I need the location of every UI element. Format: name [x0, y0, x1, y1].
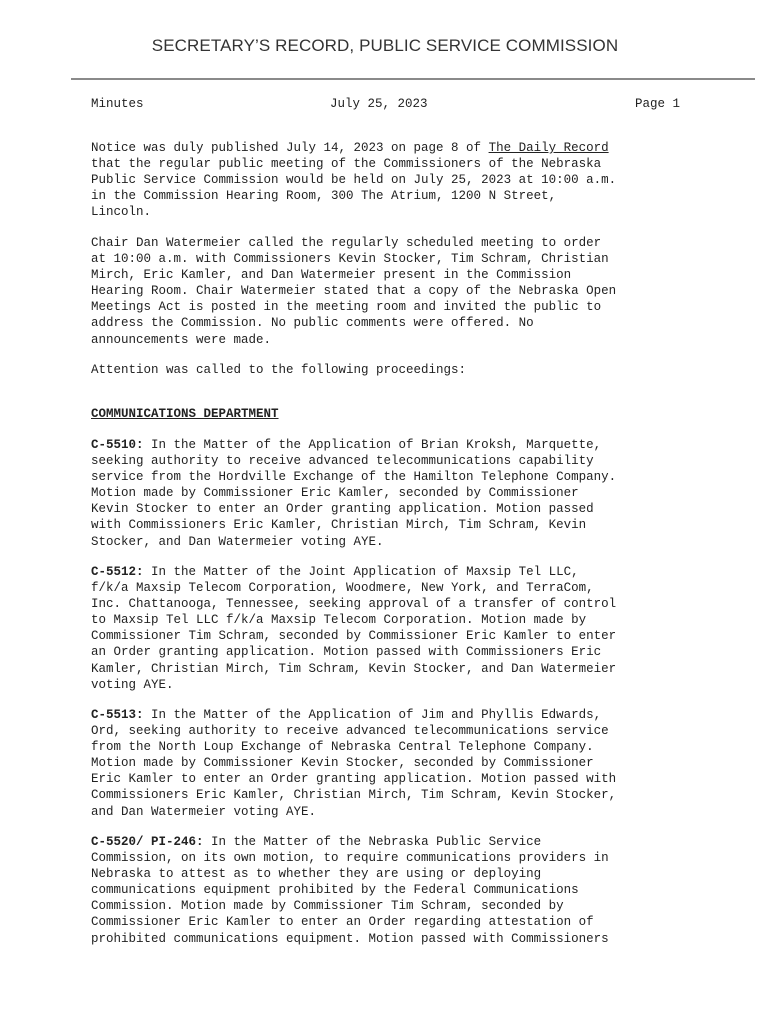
notice-paragraph [91, 140, 691, 220]
attention-paragraph: Attention was called to the following proceedings: [91, 363, 467, 377]
proceeding-text: In the Matter of the Application of Brian Kroksh, Marquette, seeking authority to receive advanced telecommunications capability service from the Hordville Exchange of the Hamilton Telephone Company. Motion made by Commissioner Eric Kamler, seconded by Commissioner Kevin Stocker to enter an Order granting application. Motion passed with Commissioners Eric Kamler, Christian Mirch, Tim Schram, Kevin Stocker, and Dan Watermeier voting AYE. [91, 438, 617, 549]
proceeding-item-c5510 [91, 437, 691, 550]
docket-id: C-5512: [91, 565, 144, 579]
proceeding-item-c5512 [91, 564, 691, 693]
document-header-title: SECRETARY’S RECORD, PUBLIC SERVICE COMMISSION [151, 36, 619, 55]
notice-text-rest: that the regular public meeting of the Commissioners of the Nebraska Public Service Commission would be held on July 25, 2023 at 10:00 a.m. in the Commission Hearing Room, 300 The Atrium, 1200 N Street, Lincoln. [91, 157, 617, 220]
notice-text-start: Notice was duly published July 14, 2023 on page 8 of [91, 141, 489, 155]
meta-page-number: Page 1 [634, 97, 680, 111]
proceeding-text: In the Matter of the Joint Application of Maxsip Tel LLC, f/k/a Maxsip Telecom Corporation, Woodmere, New York, and TerraCom, Inc. Chattanooga, Tennessee, seeking approval of a transfer of control to Maxsip Tel LLC f/k/a Maxsip Telecom Corporation. Motion made by Commissioner Tim Schram, seconded by Commissioner Eric Kamler to enter an Order granting application. Motion passed with Commissioners Eric Kamler, Christian Mirch, Tim Schram, Kevin Stocker, and Dan Watermeier voting AYE. [91, 565, 617, 692]
call-to-order-paragraph: Chair Dan Watermeier called the regularly scheduled meeting to order at 10:00 a.m. with Commissioners Kevin Stocker, Tim Schram, Christian Mirch, Eric Kamler, and Dan Watermeier present in the Commission Hearing Room. Chair Watermeier stated that a copy of the Nebraska Open Meetings Act is posted in the meeting room and invited the public to address the Commission. No public comments were offered. No announcements were made. [91, 236, 617, 347]
header-divider [71, 78, 755, 80]
proceeding-item-c5520 [91, 834, 691, 947]
proceeding-item-c5513 [91, 707, 691, 820]
docket-id: C-5513: [91, 708, 144, 722]
proceeding-text: In the Matter of the Application of Jim and Phyllis Edwards, Ord, seeking authority to receive advanced telecommunications service from the North Loup Exchange of Nebraska Central Telephone Company. Motion made by Commissioner Kevin Stocker, seconded by Commissioner Eric Kamler to enter an Order granting application. Motion passed with Commissioners Eric Kamler, Christian Mirch, Tim Schram, Kevin Stocker, and Dan Watermeier voting AYE. [91, 708, 617, 819]
meta-minutes-label: Minutes [91, 97, 144, 111]
docket-id: C-5510: [91, 438, 144, 452]
proceeding-text: In the Matter of the Nebraska Public Service Commission, on its own motion, to require communications providers in Nebraska to attest as to whether they are using or deploying communications equipment prohibited by the Federal Communications Commission. Motion made by Commissioner Tim Schram, seconded by Commissioner Eric Kamler to enter an Order regarding attestation of prohibited communications equipment. Motion passed with Commissioners [91, 835, 609, 946]
section-heading-communications: COMMUNICATIONS DEPARTMENT [91, 407, 279, 421]
meta-date: July 25, 2023 [330, 97, 428, 111]
docket-id: C-5520/ PI-246: [91, 835, 204, 849]
daily-record-reference: The Daily Record [488, 141, 609, 155]
